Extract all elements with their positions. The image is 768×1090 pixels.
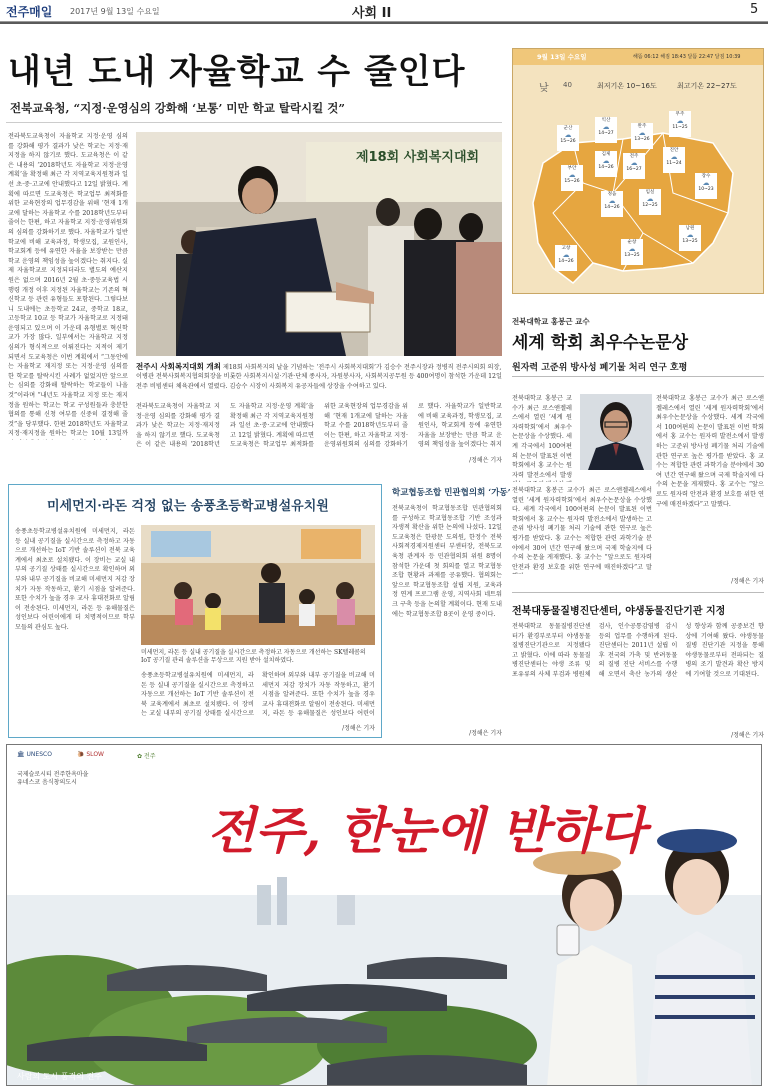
cloud-icon: ☁ [638,129,646,137]
ad-slogan: 전주, 한눈에 반하다 [207,801,646,860]
photo-caption-title: 전주시 사회복지대회 개최 [136,362,221,371]
ad-corner-text: 사람의 도시 품격의 전주 [17,1072,102,1081]
city-name: 익산 [601,118,611,123]
city-buan [561,165,583,191]
section-name: 사회 II [352,6,392,21]
city-name: 남원 [685,226,695,231]
lead-byline: /정해은 기자 [469,457,502,464]
kindergarten-story-box [8,484,382,738]
city-imsil [639,189,661,215]
moonrise-time: 달뜸 22:47 [687,54,714,60]
animal-divider [512,592,764,593]
profile-body-right: 전북대학교 홍봉근 교수가 최근 로스앤젤레스에서 열린 ‘세계 원자력학회’에서 최우수논문상을 수상했다. 세계 각국에서 100여편의 논문이 발표된 이번 학회에서 홍 교수는 원자력 발전소에서 발생하는 고준위 방사성 폐기물 처리 기술에 관한 연구로 높은 평가를 받았다. 홍 교수는 적합한 관련 과학기술 분야에서 30여 년간 연구해 왔으며 국제 학술지에 다수의 논문을 게재했다. 홍 교수는 “앞으로도 원자력 안전과 환경 보호를 위한 연구에 매진하겠다”고 말했다. [656,395,764,508]
box-byline: /정해은 기자 [342,725,375,732]
page-number: 5 [750,2,759,17]
weather-tide: 40 [563,81,572,89]
photo-caption [136,362,502,396]
professor-portrait [580,394,652,470]
city-name: 진안 [669,148,679,153]
cloud-icon: ☁ [676,117,684,125]
city-temp: 10~23 [698,187,714,192]
cloud-icon: ☁ [602,157,610,165]
city-jeongeup [601,191,623,217]
city-gunsan [557,125,579,151]
city-sunchang [621,239,643,265]
city-jeonju [623,153,645,179]
animal-headline: 전북대동물질병진단센터, 야생동물진단기관 지정 [512,606,726,617]
cloud-icon: ☁ [562,251,570,259]
coop-body: 전북교육청이 학교협동조합 민관협의회를 구성하고 학교협동조합 기반 조성과 자생적 확산을 위한 논의에 나섰다. 12일 도교육청은 한광문 도의원, 한정수 전북사회적경제지원센터 부센터장, 전북도교육청 관계자 등 민관협의회 위원 8명이 참석한 가운데 첫 회의를 열고 학교협동조합 현황과 과제를 공유했다. 협의회는 앞으로 학교협동조합 설립 지원, 교육과정 연계 프로그램 운영, 지역사회 네트워크 구축 등을 논의할 계획이다. 현재 도내에는 학교협동조합 8곳이 운영 중이다. [392,505,502,618]
city-gochang [555,245,577,271]
city-iksan [595,117,617,143]
city-temp: 15~26 [564,179,580,184]
city-temp: 14~26 [598,165,614,170]
cloud-icon: ☁ [630,159,638,167]
city-name: 고창 [561,246,571,251]
coop-headline: 학교협동조합 민관협의회 ‘가동’ [392,488,511,498]
animal-byline: /정해은 기자 [731,732,764,739]
city-namwon [679,225,701,251]
profile-byline: /정해은 기자 [731,578,764,585]
cloud-icon: ☁ [686,231,694,239]
city-temp: 13~26 [634,137,650,142]
lead-body-continued: 전라북도교육청이 자율학교 지정·운영 심의를 강화해 평가 결과가 낮은 학교는 지정·재지정을 하지 않기로 했다. 도교육청은 이 같은 내용의 ‘2018학년도 자율학교 지정·운영 계획’을 확정해 최근 각 지역교육지원청과 일선 초·중·고교에 안내했다고 12일 밝혔다. 계획에 따르면 도교육청은 학교업무 최적화를 위한 교육현장의 업무경감을 위해 ‘현재 1개교에 달하는 자율학교 수를 2018학년도부터 줄이는 한편, 하고 자율학교 지정·운영위원회의 심의를 강화하기로 했다. 자율학교가 일반학교에 비해 교육과정, 학생모집, 교원인사, 학교회계 등에 유연한 자율을 보장받는 만큼 학교 운영의 책임성을 높이겠다는 취지 [136,403,502,449]
cloud-icon: ☁ [564,131,572,139]
cloud-icon: ☁ [568,171,576,179]
city-name: 순창 [627,240,637,245]
cloud-icon: ☁ [608,197,616,205]
box-body-continued: 송풍초등학교병설유치원에 미세먼지, 라돈 등 실내 공기질을 실시간으로 측정하고 자동으로 개선하는 IoT 기반 솔루션이 전북 교육계에서 최초로 설치됐다. 이 장비는 교실 내부의 공기질 상태를 실시간으로 확인하며 외부와 내부 공기질을 비교해 미세먼지 저감 장치가 자동 작동하고, 환기 시점을 알려준다. 또한 수치가 높을 경우 교사 휴대전화로 알림이 전송된다. 미세먼지, 라돈 등 유해물질은 성인보다 어린이 [141,672,375,718]
city-jangsu [695,173,717,199]
sunrise-time: 해뜸 06:12 [633,54,659,60]
coop-byline: /정해은 기자 [469,730,502,737]
moonset-time: 달짐 10:39 [714,54,741,60]
weather-high: 최고기온 22~27도 [677,82,737,90]
city-name: 김제 [601,152,611,157]
masthead-brand: 전주매일 [6,5,53,19]
box-headline: 미세먼지·라돈 걱정 없는 송풍초등학교병설유치원 [47,499,329,514]
city-gimje [595,151,617,177]
city-name: 군산 [563,126,573,131]
jeonju-tourism-ad [6,744,762,1086]
city-name: 무주 [675,112,685,117]
box-photo-caption: 미세먼지, 라돈 등 실내 공기질을 실시간으로 측정하고 자동으로 개선하는 SK텔레콤의 IoT 공기질 관리 솔루션을 무상으로 지원 받아 설치하였다. [141,649,366,665]
city-wanju [631,123,653,149]
sunset-time: 해짐 18:43 [660,54,686,60]
page-header [0,0,768,22]
city-name: 부안 [567,166,577,171]
unesco-logo: 🏛 UNESCO [17,751,52,758]
city-temp: 12~25 [642,203,658,208]
award-ceremony-photo [136,132,502,356]
weather-low: 최저기온 10~16도 [597,82,657,90]
profile-kicker: 전북대학교 홍봉근 교수 [512,317,590,326]
weather-sun-moon-times [633,53,740,60]
city-temp: 13~25 [624,253,640,258]
profile-divider [512,376,764,377]
city-temp: 11~24 [666,161,682,166]
city-name: 장수 [701,174,711,179]
profile-body-left: 전북대학교 홍봉근 교수가 최근 로스앤젤레스에서 열린 ‘세계 원자력학회’에서 최우수논문상을 수상했다. 세계 각국에서 100여편의 논문이 발표된 이번 학회에서 홍 교수는 원자력 발전소에서 발생 [512,395,572,479]
city-name: 임실 [645,190,655,195]
photo-banner: 제18회 사회복지대회 [356,150,480,165]
city-temp: 14~26 [558,259,574,264]
animal-body: 전북대학교 동물질병진단센터가 환경부로부터 야생동물 질병진단기관으로 지정됐다고 밝혔다. 이에 따라 동물질병진단센터는 야생 조류 및 포유류의 사체 부검과 병원체 검사, 인수공통감염병 감시 등의 업무를 수행하게 된다. 진단센터는 2011년 설립 이후 전국의 가축 및 반려동물의 질병 진단 서비스를 수행해 오면서 축산 농가의 생산성 향상과 함께 공중보건 향상에 기여해 왔다. 야생동물질병 진단기관 지정을 통해 야생동물로부터 전파되는 질병의 조기 발견과 확산 방지에 기여할 것으로 기대된다. [512,623,764,678]
box-body-column: 송풍초등학교병설유치원에 미세먼지, 라돈 등 실내 공기질을 실시간으로 측정하고 자동으로 개선하는 IoT 기반 솔루션이 전북 교육계에서 최초로 설치됐다. 이 장비는 교실 내부의 공기질 상태를 실시간으로 확인하며 외부와 내부 공기질을 비교해 미세먼지 저감 장치가 자동 작동하고, 환기 시점을 알려준다. 또한 수치가 높을 경우 교사 휴대전화로 알림이 전송된다. 미세먼지, 라돈 등 유해물질은 성인보다 어린이에게 더 치명적이므로 학부모들의 관심도 높다. [15,528,135,631]
city-temp: 13~25 [682,239,698,244]
lead-body-column: 전라북도교육청이 자율학교 지정·운영 심의를 강화해 평가 결과가 낮은 학교는 지정·재지정을 하지 않기로 했다. 도교육청은 이 같은 내용의 ‘2018학년도 자율학교 지정·운영 계획’을 확정해 최근 각 지역교육지원청과 일선 초·중·고교에 안내했다고 12일 밝혔다. 계획에 따르면 도교육청은 학교업무 최적화를 위한 교육현장의 업무경감을 위해 ‘현재 1개교에 달하는 자율학교 수를 2018학년도부터 줄이는 한편, 하고 자율학교 지정·운영위원회의 심의를 강화하기로 했다. 자율학교가 일반학교에 비해 교육과정, 학생모집, 교원인사, 학교회계 등에 유연한 자율을 보장받는 만큼 학교 운영의 책임성을 높이겠다는 취지다. 실제 자율학교로 지정되더라도 별도의 예산지원은 없으며 2016년 2월 초·중등교육법 시행령 개정 이후 지정된 자율학교는 기존의 혁신학교 등 관련 유형들도 포함된다. 그렇다보니 도내에는 초등학교 24교, 중학교 18교, 고등학교 10교 등 학교가 자율학교로 지정돼 운영되고 있으며 이 가운데 유형별로 혁신학교가 가장 많다. 일부에서는 자율학교 지정 심의가 형식적으로 이뤄진다는 지적이 제기되면서 도교육청은 이번 계획에서 “그동안에는 자율학교 재지정 또는 지정·운영 심의를 한 학교를 탈락시킨 사례가 없었지만 앞으로는 심의를 강화해 탈락하는 학교들이 나올 것”이라며 “내년도 자율학교 지정 또는 재지정을 원하는 학교는 학교 구성원들과 충분한 협의를 통해 신청 여부를 신중히 결정해 줄 것”을 당부했다. 한편 2018학년도 자율학교 지정·재지정을 원하는 학교는 10월 13일까 [8,133,128,438]
photo-caption-text: 제18회 사회복지의 날을 기념하는 ‘전주시 사회복지대회’가 김승수 전주시장과 정병직 전주시의회 의장, 이병관 전북사회복지협의회장을 비롯한 사회복지시설·기관·단체 종사자, 자원봉사자, 사회복지공무원 등 400여명이 참석한 가운데 12일 전주 비빔센터 체육관에서 열렸다. 김승수 시장이 사회복지 유공자들에 상장을 수여하고 있다. [136,364,502,390]
profile-headline: 세계 학회 최우수논문상 [512,333,689,353]
jeonju-seal-logo: ✿ 전주 [137,753,156,760]
city-muju [669,111,691,137]
issue-date: 2017년 9월 13일 수요일 [70,7,160,16]
kindergarten-classroom-photo [141,525,375,645]
weather-date: 9월 13일 수요일 [537,53,587,61]
city-temp: 16~27 [626,167,642,172]
cloud-icon: ☁ [702,179,710,187]
city-name: 전주 [629,154,639,159]
lead-divider [6,122,502,123]
lead-subhead: 전북교육청, “지정·운영심의 강화해 ‘보통’ 미만 학교 탈락시킬 것” [10,101,345,115]
profile-body-bottom: 전북대학교 홍봉근 교수가 최근 로스앤젤레스에서 열린 ‘세계 원자력학회’에서 최우수논문상을 수상했다. 세계 각국에서 100여편의 논문이 발표된 이번 학회에서 홍 교수는 원자력 발전소에서 발생하는 고준위 방사성 폐기물 처리 기술에 관한 연구로 높은 평가를 받았다. 홍 교수는 적합한 관련 과학기술 분야에서 30여 년간 연구해 왔으며 국제 학술지에 다수의 논문을 게재했다. 홍 교수는 “앞으로도 원자력 안전과 환경 보호를 위한 연구에 매진하겠다”고 말 [512,487,652,571]
ad-tagline-right: 유네스코 음식창의도시 [17,779,77,786]
header-rule [0,22,768,24]
city-temp: 15~26 [560,139,576,144]
city-name: 완주 [637,124,647,129]
city-temp: 14~27 [598,131,614,136]
cloud-icon: ☁ [670,153,678,161]
cloud-icon: ☁ [602,123,610,131]
city-name: 정읍 [607,192,617,197]
slowcity-logo: 🐌 SLOW [77,751,104,758]
city-temp: 14~26 [604,205,620,210]
weather-panel [512,48,764,294]
lead-headline: 내년 도내 자율학교 수 줄인다 [8,52,466,92]
ad-tagline [17,771,88,787]
weather-condition: 낮 [539,83,549,94]
cloud-icon: ☁ [646,195,654,203]
weather-date-bar [513,49,763,65]
profile-subhead: 원자력 고준위 방사성 폐기물 처리 연구 호평 [512,363,688,373]
city-temp: 11~25 [672,125,688,130]
ad-tagline-left: 국제슬로시티 전주한옥마을 [17,771,89,778]
city-jinan [663,147,685,173]
cloud-icon: ☁ [628,245,636,253]
